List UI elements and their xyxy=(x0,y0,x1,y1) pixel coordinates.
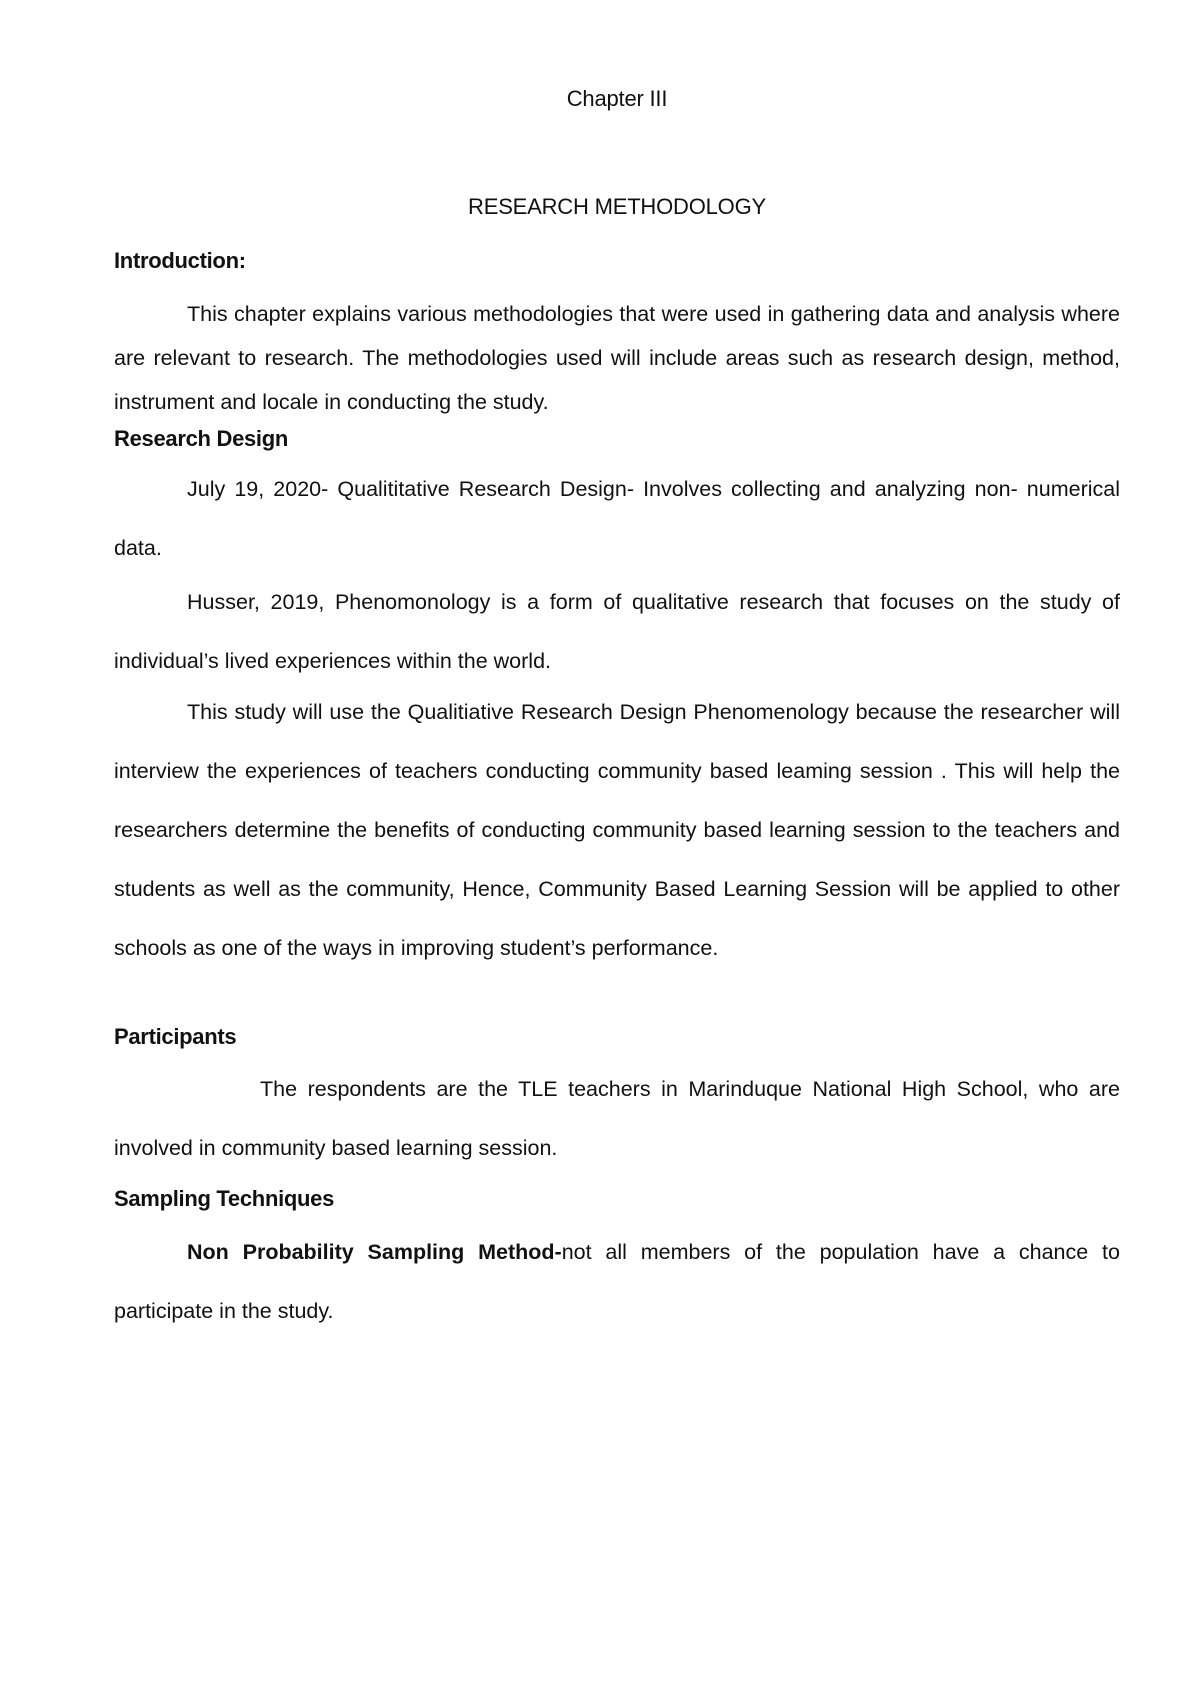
introduction-paragraph: This chapter explains various methodologies that were used in gathering data and analysis where are relevant to research. The methodologies used will include areas such as research design, method, instrument and locale in conducting the study. xyxy=(114,302,1120,414)
research-design-paragraph-3: This study will use the Qualitiative Research Design Phenomenology because the researcher will interview the experiences of teachers conducting community based leaming session . This will help the researchers determine the benefits of conducting community based learning session to the teachers and students as well as the community, Hence, Community Based Learning Session will be applied to other schools as one of the ways in improving student’s performance. xyxy=(114,700,1120,960)
research-design-paragraph-2: Husser, 2019, Phenomonology is a form of qualitative research that focuses on the study of individual’s lived experiences within the world. xyxy=(114,590,1120,673)
research-design-heading: Research Design xyxy=(114,426,289,451)
participants-paragraph: The respondents are the TLE teachers in Marinduque National High School, who are involved in community based learning session. xyxy=(114,1077,1120,1160)
chapter-title: Chapter III xyxy=(566,86,668,111)
section-title: RESEARCH METHODOLOGY xyxy=(468,194,766,219)
participants-heading: Participants xyxy=(114,1024,237,1049)
sampling-method-term: Non Probability Sampling Method- xyxy=(187,1240,562,1264)
introduction-heading: Introduction: xyxy=(114,248,246,273)
sampling-method-definition: not all members of the population have a chance to participate in the study. xyxy=(114,1240,1120,1323)
research-design-paragraph-1: July 19, 2020- Qualititative Research Design- Involves collecting and analyzing non- numerical data. xyxy=(114,477,1120,560)
sampling-techniques-heading: Sampling Techniques xyxy=(114,1186,335,1211)
sampling-techniques-paragraph xyxy=(114,1223,1120,1341)
